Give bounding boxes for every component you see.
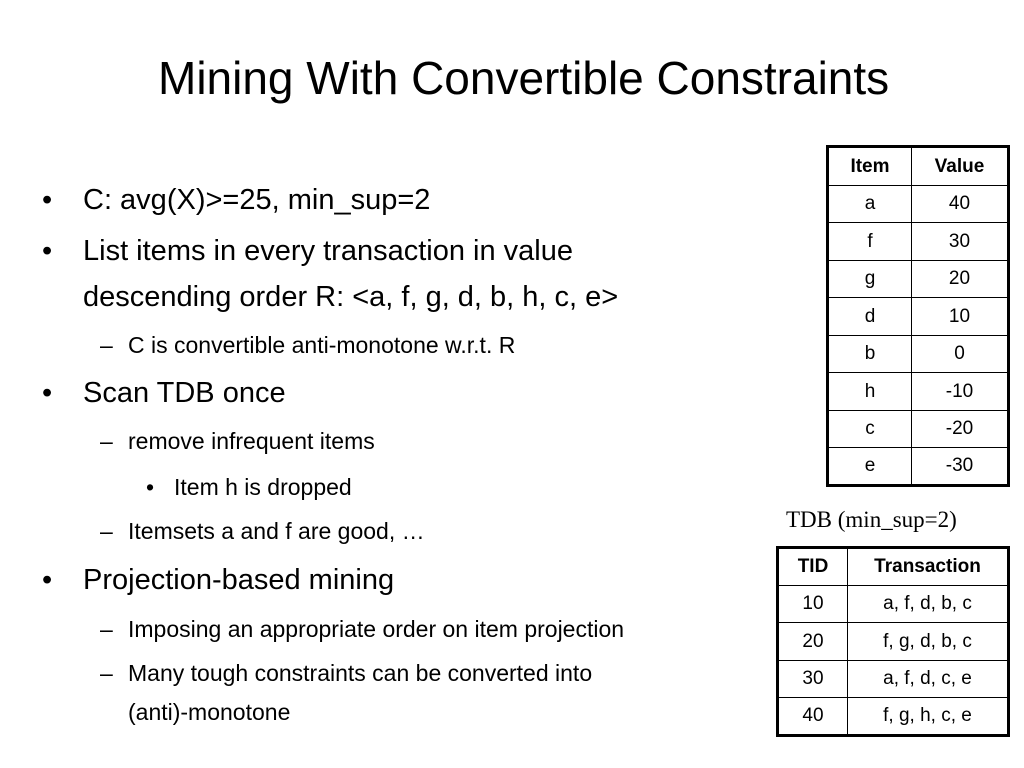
table-cell: f <box>828 223 912 261</box>
table-row <box>828 298 1009 336</box>
table-cell: 30 <box>778 661 848 698</box>
table-cell: d <box>828 298 912 336</box>
table-row <box>828 411 1009 448</box>
table-row <box>778 661 1009 698</box>
table-cell: 10 <box>778 586 848 623</box>
bullet-marker: • <box>42 564 53 596</box>
table-header: Transaction <box>848 548 1009 586</box>
bullet-text: Projection-based mining <box>83 564 395 596</box>
table-cell: c <box>828 411 912 448</box>
table-header: Value <box>912 147 1009 186</box>
table-cell: g <box>828 261 912 298</box>
table-cell: 20 <box>778 623 848 661</box>
table-header: Item <box>828 147 912 186</box>
table-cell: h <box>828 373 912 411</box>
sub-bullet-text: remove infrequent items <box>128 428 375 454</box>
table-row <box>828 186 1009 223</box>
sub-bullet-text: (anti)-monotone <box>128 699 291 725</box>
table-row <box>828 373 1009 411</box>
table-cell: -10 <box>912 373 1009 411</box>
slide-title: Mining With Convertible Constraints <box>158 52 890 104</box>
table-cell: a, f, d, b, c <box>848 586 1009 623</box>
sub-bullet-marker: – <box>100 428 113 454</box>
sub-bullet-marker: – <box>100 332 113 358</box>
sub-bullet-marker: – <box>100 518 113 544</box>
table-cell: 0 <box>912 336 1009 373</box>
table-cell: 30 <box>912 223 1009 261</box>
sub-bullet-text: Imposing an appropriate order on item projection <box>128 616 625 642</box>
sub-bullet-marker: – <box>100 660 113 686</box>
sub-sub-bullet-marker: • <box>146 474 155 500</box>
table-cell: b <box>828 336 912 373</box>
table-row <box>828 261 1009 298</box>
sub-sub-bullet-text: Item h is dropped <box>174 474 352 500</box>
table-row <box>778 698 1009 736</box>
bullet-text: List items in every transaction in value <box>83 235 573 267</box>
table-cell: e <box>828 448 912 486</box>
sub-bullet-text: Itemsets a and f are good, … <box>128 518 425 544</box>
table-cell: a <box>828 186 912 223</box>
bullet-marker: • <box>42 377 53 409</box>
table-cell: f, g, d, b, c <box>848 623 1009 661</box>
tdb-table <box>776 546 1010 737</box>
sub-bullet-text: Many tough constraints can be converted into <box>128 660 593 686</box>
table-cell: 40 <box>912 186 1009 223</box>
table-row <box>828 223 1009 261</box>
table-row <box>778 623 1009 661</box>
bullet-text: C: avg(X)>=25, min_sup=2 <box>83 184 431 216</box>
table-cell: 20 <box>912 261 1009 298</box>
tdb-caption: TDB (min_sup=2) <box>786 507 957 532</box>
table-header: TID <box>778 548 848 586</box>
table-cell: -20 <box>912 411 1009 448</box>
table-row <box>778 586 1009 623</box>
table-row <box>828 448 1009 486</box>
value-table <box>826 145 1010 487</box>
sub-bullet-text: C is convertible anti-monotone w.r.t. R <box>128 332 516 358</box>
bullet-marker: • <box>42 184 53 216</box>
table-row <box>828 336 1009 373</box>
table-cell: a, f, d, c, e <box>848 661 1009 698</box>
table-cell: -30 <box>912 448 1009 486</box>
bullet-text: descending order R: <a, f, g, d, b, h, c, e> <box>83 281 619 313</box>
bullet-marker: • <box>42 235 53 267</box>
table-cell: 10 <box>912 298 1009 336</box>
sub-bullet-marker: – <box>100 616 113 642</box>
table-cell: 40 <box>778 698 848 736</box>
bullet-text: Scan TDB once <box>83 377 286 409</box>
table-cell: f, g, h, c, e <box>848 698 1009 736</box>
